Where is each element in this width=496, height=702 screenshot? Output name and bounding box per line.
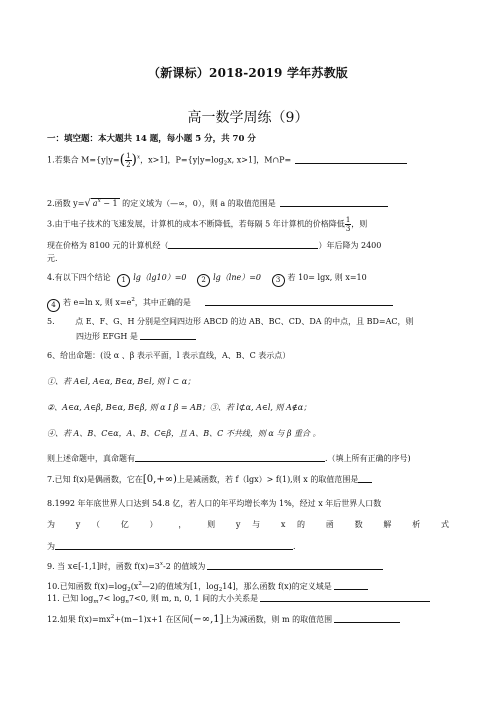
q8-line1: 8.1992 年年底世界人口达到 54.8 亿，若人口的年平均增长率为 1%，经过 x 年后世界人口数 [47, 499, 382, 508]
q3-line1-prefix: 3.由于电子技术的飞速发展，计算机的成本不断降低，若每隔 5 年计算机的价格降低 [47, 219, 345, 229]
q11-tail: 7<0, 则 m, n, 0, 1 间的大小关系是 [128, 594, 259, 603]
q8-line3-suffix: . [293, 542, 296, 551]
q6-prop-1: ①、若 A∈l, A∈α, B∈α, B∈l, 则 l ⊂ α； [47, 377, 196, 386]
question-3 [47, 216, 449, 233]
q1-middle: ，x>1]，P={y|y=log [140, 155, 224, 165]
q10-base: 2 [127, 587, 131, 593]
q11-answer-blank[interactable] [260, 592, 430, 602]
q4-intro: 4.有以下四个结论 [47, 273, 111, 282]
q4-claim-3: 若 10= lgx, 则 x=10 [287, 273, 367, 282]
q11-text: 11. 已知 log [47, 594, 94, 603]
question-11 [47, 592, 449, 608]
q3-answer-blank[interactable] [168, 239, 318, 249]
q7-suffix: 上是减函数，若 f（lgx）> f(1),则 x 的取值范围是 [176, 475, 359, 484]
q12-text: 12.如果 f(x)=mx [47, 615, 111, 624]
q4-claim-4-suffix: ，其中正确的是 [134, 298, 191, 307]
q1-frac-den: 2 [126, 161, 131, 169]
question-8-line-2 [47, 519, 449, 530]
document-subtitle: 高一数学周练（9） [187, 110, 309, 126]
q6-answer-prefix: 则上述命题中，真命题有 [47, 454, 135, 463]
q4-answer-blank[interactable] [205, 296, 393, 306]
question-12 [47, 612, 449, 625]
q3-line1-suffix: ，则 [351, 219, 368, 229]
question-6 [47, 350, 449, 361]
q2-radicand-base: a [92, 199, 98, 208]
q12-exp: 2 [110, 614, 115, 620]
q6-prop-3: ④、若 A、B、C∈α，A、B、C∈β，且 A、B、C 不共线，则 α 与 β 重合 。 [47, 429, 321, 438]
q1-right-paren: ) [131, 152, 138, 168]
q4-circle-1: 1 [117, 274, 130, 287]
q1-answer-blank[interactable] [295, 154, 407, 164]
q1-prefix: 1.若集合 M={y|y= [47, 155, 120, 165]
q3-line3: 元. [47, 254, 58, 263]
q5-line2: 四边形 EFGH 是 [76, 332, 138, 341]
q4-claim-2: lg（lne）=0 [213, 273, 261, 282]
q2-prefix: 2.函数 y= [47, 199, 85, 208]
q10-mid: (x [130, 582, 139, 591]
q1-log-base: 2 [223, 160, 228, 167]
q2-suffix: 的定义域为（—∞，0），则 a 的取值范围是 [119, 199, 276, 208]
question-4 [47, 272, 449, 287]
question-6-answer-line [47, 452, 449, 464]
q11-base-1: m [93, 599, 99, 605]
q10-answer-blank[interactable] [334, 580, 368, 590]
q3-line2-prefix: 现在价格为 8100 元的计算机经（ [47, 241, 169, 250]
q9-text: 9. 当 x∈[-1,1]时，函数 f(x)=3 [47, 562, 160, 571]
q5-line1: 点 E、F、G、H 分别是空间四边形 ABCD 的边 AB、BC、CD、DA 的中点，且 BD=AC，则 [75, 317, 414, 326]
q10-end: 14]，那么函数 f(x)的定义域是 [222, 582, 332, 591]
q2-answer-blank[interactable] [280, 197, 388, 207]
q2-radicand [91, 198, 120, 208]
question-4-line-2 [47, 295, 449, 312]
q12-tail: 上为减函数，则 m 的取值范围 [223, 615, 333, 624]
q10-tail: —2)的值域为[1，log [141, 582, 219, 591]
q10-exp: 2 [138, 581, 142, 587]
q12-answer-blank[interactable] [334, 613, 400, 623]
q4-claim-1: lg（lg10）=0 [133, 273, 187, 282]
q7-prefix: 7.已知 f(x)是偶函数，它在 [47, 475, 143, 484]
q4-circle-2: 2 [197, 274, 210, 287]
q6-answer-blank[interactable] [135, 452, 325, 462]
sqrt-icon: √ [84, 198, 91, 209]
question-5-line-2 [76, 330, 478, 342]
q6-prop-2: ②、A∈α, A∈β, B∈α, B∈β, 则 α I β = AB；③、若 l⊄α, A∈l, 则 A∉α； [47, 403, 312, 412]
q1-frac-num: 1 [126, 152, 131, 160]
q8-line3-prefix: 为 [47, 542, 55, 551]
q3-frac-num: 1 [345, 216, 351, 224]
q1-left-paren: ( [119, 152, 126, 168]
q1-exponent: x [137, 154, 141, 161]
question-3-line-2 [47, 239, 449, 251]
q3-frac-den: 3 [345, 225, 351, 233]
q5-number: 5. [47, 317, 55, 326]
q4-circle-4: 4 [47, 299, 60, 312]
q7-answer-blank[interactable] [358, 473, 372, 483]
q9-tail: -2 的值域为 [162, 562, 206, 571]
q4-claim-4-exp: 2 [131, 297, 135, 303]
question-5 [47, 316, 449, 327]
q9-answer-blank[interactable] [207, 560, 383, 570]
question-9 [47, 559, 449, 572]
q12-interval: (−∞,1] [189, 614, 224, 625]
question-8-line-3 [47, 540, 449, 552]
q10-text: 10.已知函数 f(x)=log [47, 582, 128, 591]
q7-interval: [0,+∞) [142, 474, 177, 485]
q4-claim-4: 若 e=ln x, 则 x=e [63, 298, 132, 307]
q4-circle-3: 3 [272, 274, 285, 287]
question-1 [47, 152, 449, 170]
q6-intro: 6、给出命题：(设 α 、β 表示平面，l 表示直线，A、B、C 表示点） [47, 351, 291, 360]
question-6-proposition-3 [47, 428, 449, 439]
q2-radicand-exp: x [97, 198, 101, 204]
q11-mid: 7< log [98, 594, 126, 603]
q8-line2: 为 y （ 亿 ） ， 则 y 与 x 的 函 数 解 析 式 [47, 520, 449, 529]
question-2 [47, 196, 449, 209]
question-7 [47, 473, 449, 485]
question-3-line-3 [47, 253, 449, 264]
section-heading: 一：填空题：本大题共 14 题，每小题 5 分，共 70 分 [47, 134, 256, 144]
question-6-proposition-2 [47, 402, 449, 413]
q5-answer-blank[interactable] [140, 330, 196, 340]
q8-answer-blank[interactable] [55, 540, 293, 550]
question-8 [47, 498, 449, 509]
q9-exp: x [159, 561, 163, 567]
q10-base-2: 2 [218, 587, 223, 593]
q2-radicand-tail: − 1 [100, 199, 118, 208]
q3-line2-suffix: ）年后降为 2400 [318, 241, 382, 250]
q6-answer-suffix: .（填上所有正确的序号) [325, 454, 411, 463]
q1-suffix: x, x>1]，M∩P= [227, 155, 292, 165]
q12-mid: +(m−1)x+1 在区间 [114, 615, 190, 624]
document-title: （新课标）2018-2019 学年苏教版 [148, 66, 348, 80]
q11-base-2: n [125, 599, 129, 605]
question-6-proposition-1 [47, 376, 449, 387]
